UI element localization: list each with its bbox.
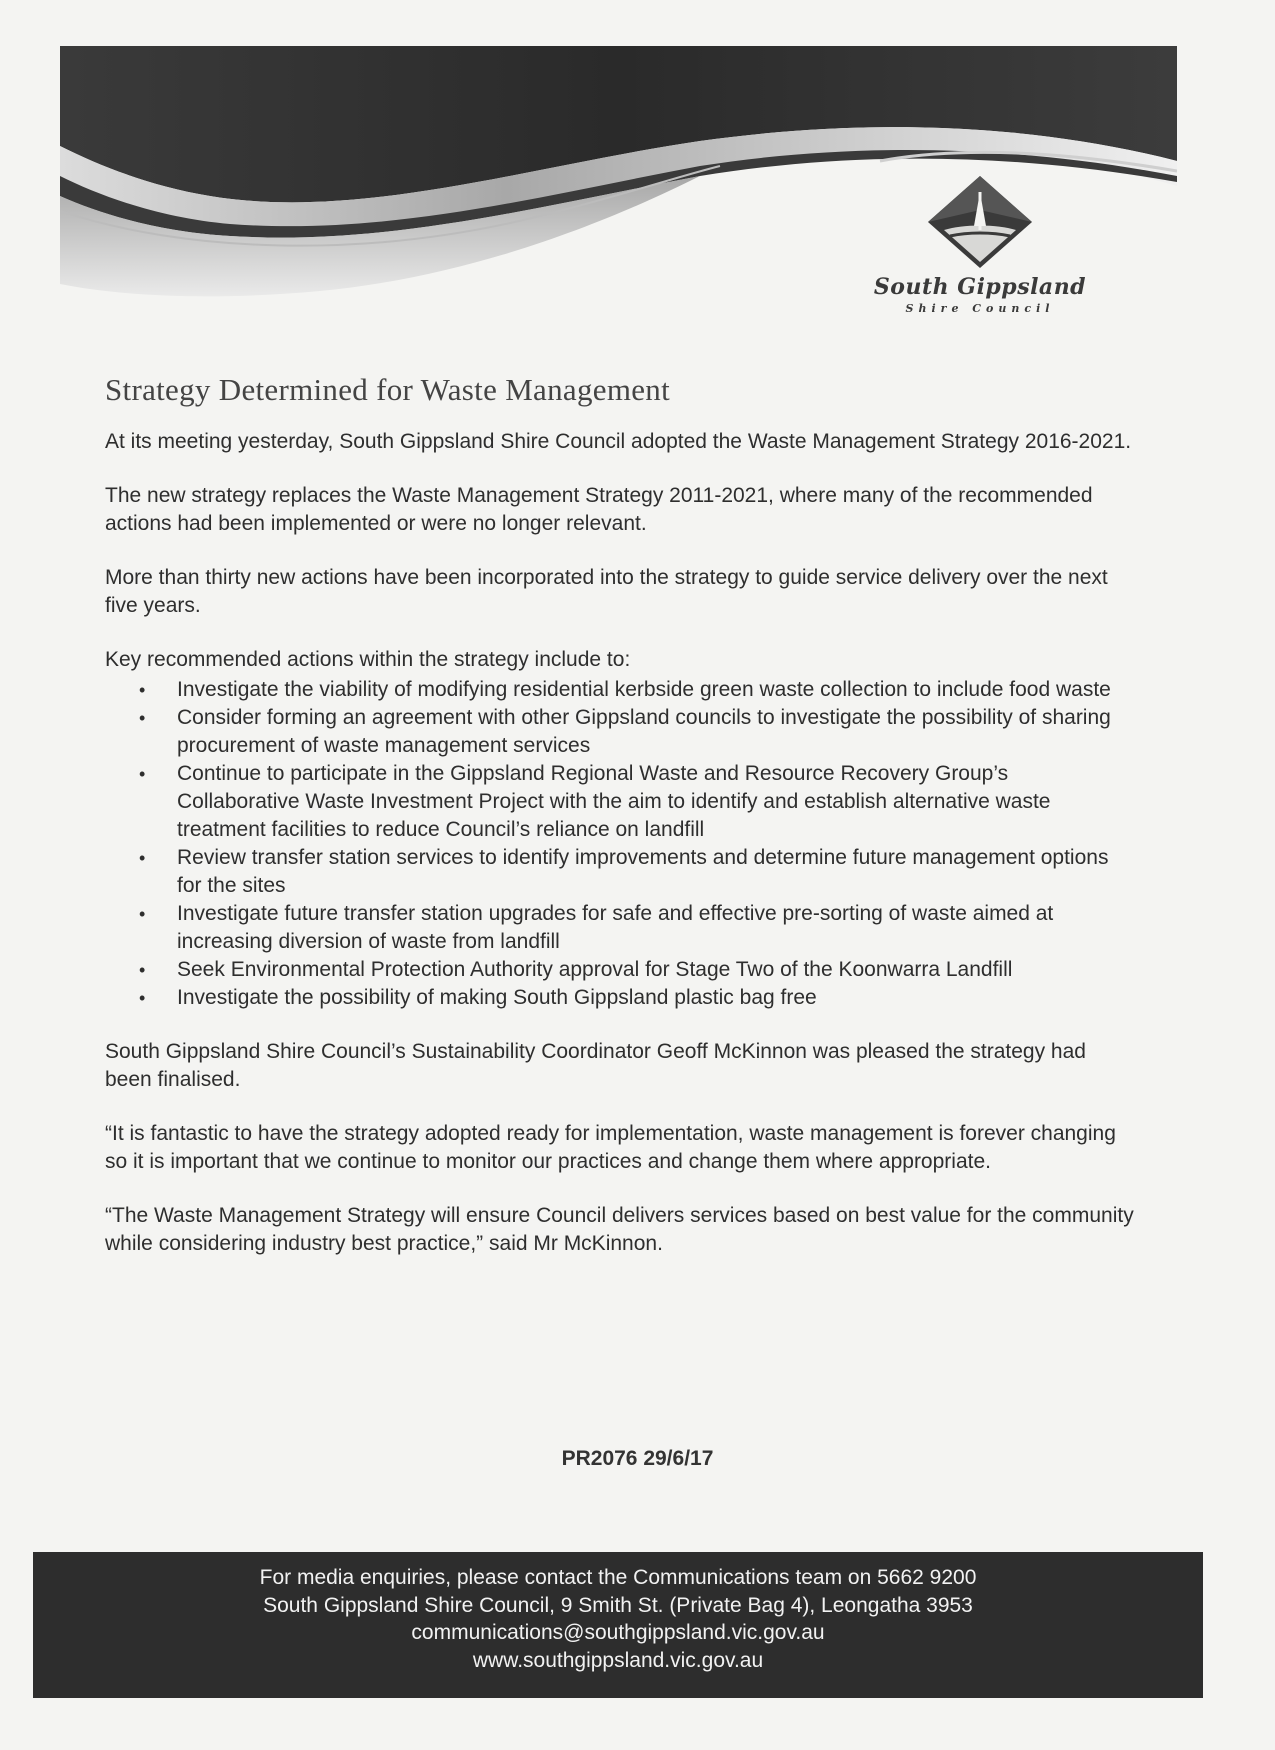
bullet-icon: • <box>139 988 146 1008</box>
council-logo <box>860 170 1100 320</box>
bullet-icon: • <box>139 764 146 784</box>
release-reference: PR2076 29/6/17 <box>561 1447 714 1470</box>
list-item <box>139 956 1135 984</box>
list-item-text: Investigate the viability of modifying residential kerbside green waste collection to include food waste <box>177 678 1111 701</box>
bullet-icon: • <box>139 848 146 868</box>
logo-subtitle: Shire Council <box>905 302 1055 315</box>
intro-paragraph: More than thirty new actions have been incorporated into the strategy to guide service delivery over the next five years. <box>105 566 1108 617</box>
media-contact-footer <box>33 1552 1203 1698</box>
article-body <box>105 372 1135 1284</box>
footer-contact-line: For media enquiries, please contact the Communications team on 5662 9200 <box>259 1566 977 1589</box>
footer-address: South Gippsland Shire Council, 9 Smith St. (Private Bag 4), Leongatha 3953 <box>263 1593 973 1617</box>
article-title: Strategy Determined for Waste Management <box>105 372 671 407</box>
list-item-text: Continue to participate in the Gippsland Regional Waste and Resource Recovery Group’s Collaborative Waste Investment Project with the aim to identify and establish alternative waste treatment facilities to reduce Council’s reliance on landfill <box>177 762 1051 841</box>
intro-paragraph: At its meeting yesterday, South Gippsland Shire Council adopted the Waste Management Strategy 2016-2021. <box>105 430 1132 453</box>
actions-heading: Key recommended actions within the strategy include to: <box>105 648 631 671</box>
logo-name: South Gippsland <box>873 274 1087 300</box>
bullet-icon: • <box>139 680 146 700</box>
list-item <box>139 676 1135 704</box>
bullet-icon: • <box>139 960 146 980</box>
bullet-icon: • <box>139 708 146 728</box>
footer-email-link[interactable]: communications@southgippsland.vic.gov.au <box>411 1621 825 1644</box>
intro-paragraph: The new strategy replaces the Waste Management Strategy 2011-2021, where many of the recommended actions had been implemented or were no longer relevant. <box>105 484 1093 535</box>
list-item-text: Investigate the possibility of making South Gippsland plastic bag free <box>177 986 817 1009</box>
quote-paragraph: “The Waste Management Strategy will ensure Council delivers services based on best value for the community while considering industry best practice,” said Mr McKinnon. <box>105 1204 1134 1255</box>
list-item-text: Review transfer station services to identify improvements and determine future management options for the sites <box>177 846 1109 897</box>
bullet-icon: • <box>139 904 146 924</box>
footer-website-link[interactable]: www.southgippsland.vic.gov.au <box>472 1648 764 1672</box>
list-item <box>139 844 1135 900</box>
outro-paragraph: South Gippsland Shire Council’s Sustainability Coordinator Geoff McKinnon was pleased the strategy had been finalised. <box>105 1040 1086 1091</box>
quote-paragraph: “It is fantastic to have the strategy adopted ready for implementation, waste management is forever changing so it is important that we continue to monitor our practices and change them where appropriate. <box>105 1122 1116 1173</box>
list-item-text: Seek Environmental Protection Authority approval for Stage Two of the Koonwarra Landfill <box>177 958 1013 981</box>
council-emblem-icon <box>924 170 1036 274</box>
actions-list <box>105 676 1135 1012</box>
list-item-text: Investigate future transfer station upgrades for safe and effective pre-sorting of waste aimed at increasing diversion of waste from landfill <box>177 902 1054 953</box>
list-item-text: Consider forming an agreement with other Gippsland councils to investigate the possibility of sharing procurement of waste management services <box>177 706 1111 757</box>
list-item <box>139 704 1135 760</box>
list-item <box>139 900 1135 956</box>
list-item <box>139 984 1135 1012</box>
list-item <box>139 760 1135 844</box>
